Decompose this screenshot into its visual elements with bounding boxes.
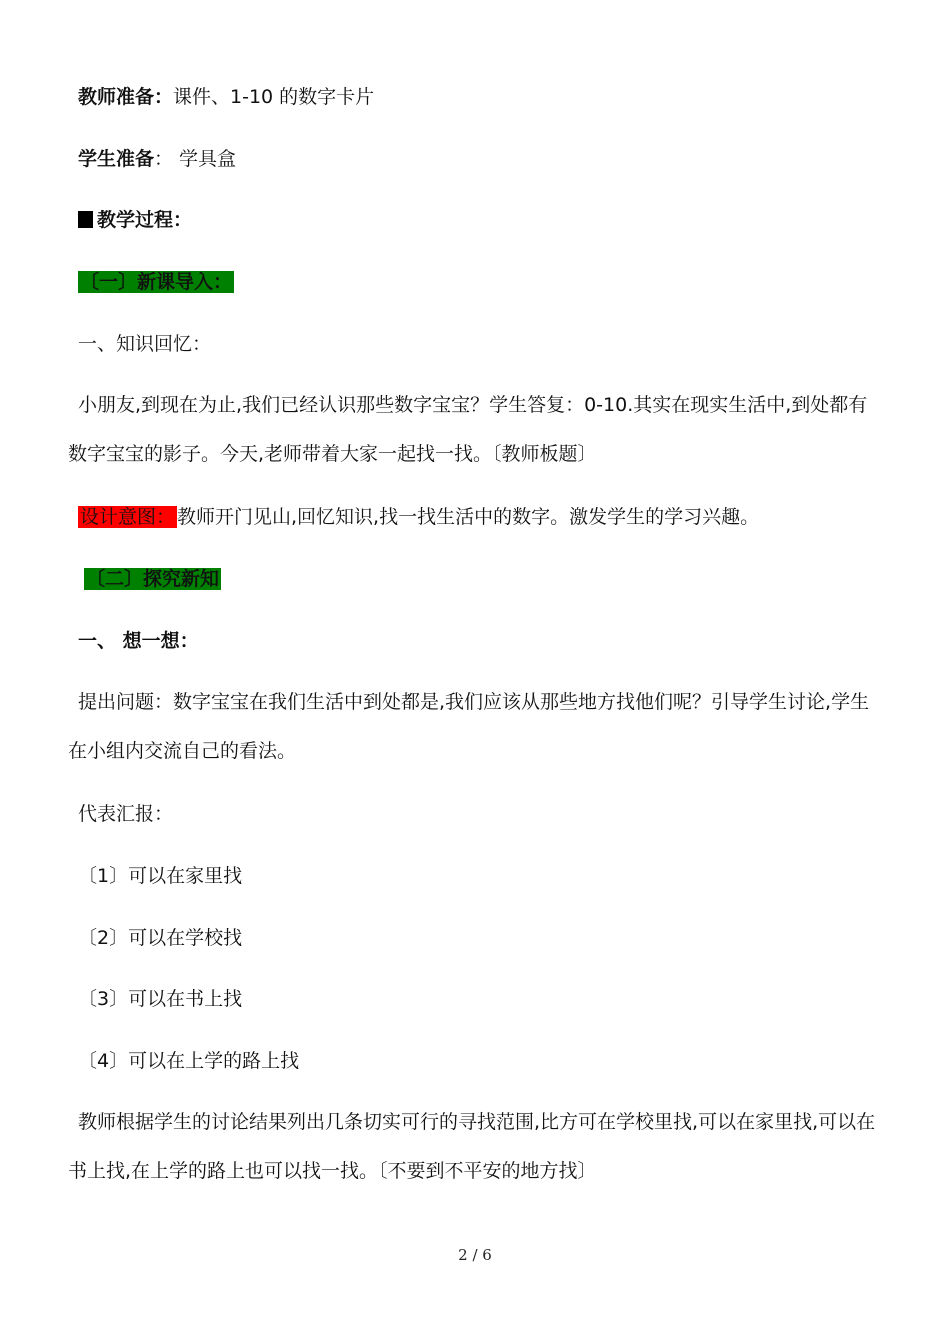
design-intent-label: 设计意图： bbox=[80, 506, 176, 528]
section2-summary: 教师根据学生的讨论结果列出几条切实可行的寻找范围,比方可在学校里找,可以在家里找,可以在书上找,在上学的路上也可以找一找。〔不要到不平安的地方找〕 bbox=[68, 1111, 876, 1182]
page-number: 2 / 6 bbox=[458, 1246, 492, 1264]
teacher-prep-label: 教师准备： bbox=[78, 86, 174, 108]
section1-sub: 一、知识回忆： bbox=[78, 333, 212, 355]
section2-sub: 一、 想一想： bbox=[78, 630, 199, 652]
black-square-icon bbox=[78, 211, 93, 228]
report-label: 代表汇报： bbox=[78, 803, 174, 825]
section1-heading bbox=[78, 270, 234, 294]
student-prep-line bbox=[78, 147, 236, 171]
section1-heading-text: 〔一〕新课导入： bbox=[80, 271, 233, 293]
list-item: 〔4〕可以在上学的路上找 bbox=[78, 1050, 300, 1072]
section2-heading-text: 〔二〕探究新知 bbox=[86, 568, 220, 590]
design-intent-line bbox=[78, 505, 759, 529]
teacher-prep-value: 课件、1-10 的数字卡片 bbox=[173, 86, 375, 108]
list-item: 〔2〕可以在学校找 bbox=[78, 927, 243, 949]
teacher-prep-line bbox=[78, 85, 374, 109]
section1-paragraph: 小朋友,到现在为止,我们已经认识那些数字宝宝？学生答复：0-10.其实在现实生活中,到处都有数字宝宝的影子。今天,老师带着大家一起找一找。〔教师板题〕 bbox=[68, 394, 868, 465]
design-intent-text: 教师开门见山,回忆知识,找一找生活中的数字。激发学生的学习兴趣。 bbox=[177, 506, 760, 528]
list-item: 〔1〕可以在家里找 bbox=[78, 865, 243, 887]
section2-paragraph: 提出问题：数字宝宝在我们生活中到处都是,我们应该从那些地方找他们呢？引导学生讨论,学生在小组内交流自己的看法。 bbox=[68, 691, 870, 762]
list-item: 〔3〕可以在书上找 bbox=[78, 988, 243, 1010]
student-prep-label: 学生准备 bbox=[78, 148, 155, 170]
section2-heading bbox=[84, 567, 221, 591]
process-heading-text: 教学过程： bbox=[97, 209, 193, 231]
student-prep-value: ： 学具盒 bbox=[154, 148, 237, 170]
process-heading bbox=[78, 208, 192, 232]
